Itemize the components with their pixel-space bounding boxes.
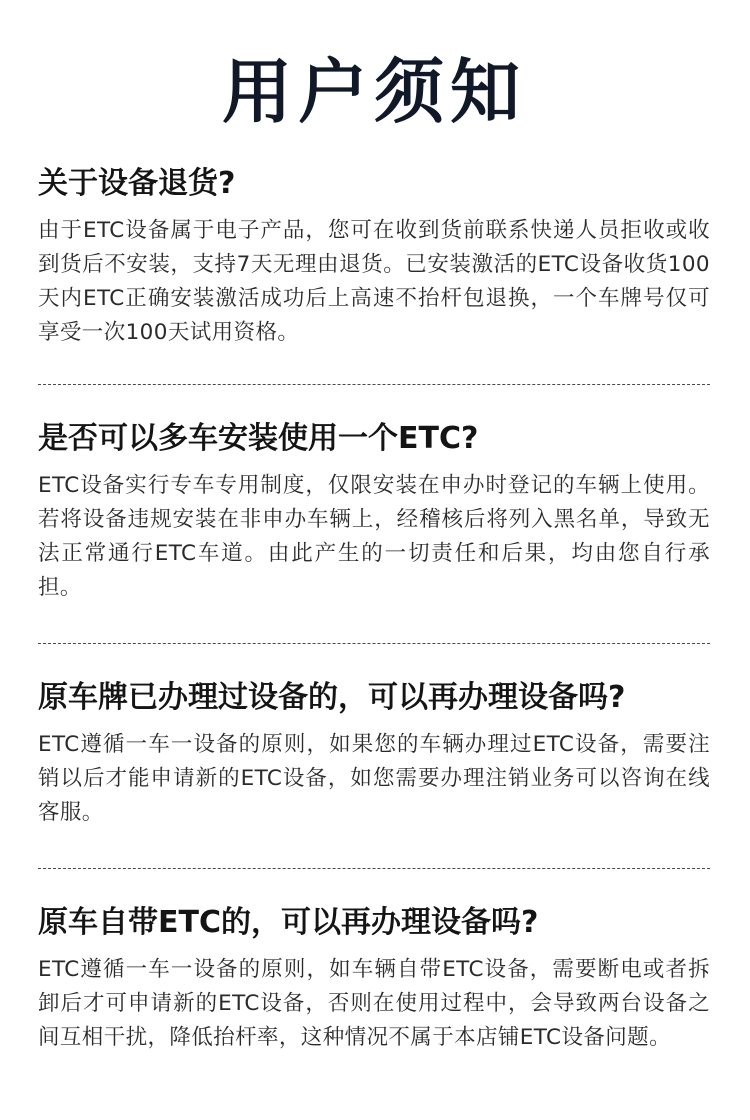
faq-question: 原车牌已办理过设备的，可以再办理设备吗? bbox=[38, 680, 626, 715]
faq-question: 是否可以多车安装使用一个ETC? bbox=[38, 421, 479, 456]
dashed-divider bbox=[38, 643, 710, 644]
faq-answer: ETC遵循一车一设备的原则，如果您的车辆办理过ETC设备，需要注销以后才能申请新的ETC设备，如您需要办理注销业务可以咨询在线客服。 bbox=[38, 732, 710, 825]
dashed-divider bbox=[38, 868, 710, 869]
faq-answer: ETC遵循一车一设备的原则，如车辆自带ETC设备，需要断电或者拆卸后才可申请新的ETC设备，否则在使用过程中，会导致两台设备之间互相干扰，降低抬杆率，这种情况不属于本店铺ETC设备问题。 bbox=[38, 957, 710, 1050]
dashed-divider bbox=[38, 384, 710, 385]
faq-question: 关于设备退货? bbox=[38, 166, 236, 201]
page-title: 用户须知 bbox=[222, 51, 526, 133]
faq-item-built-in-etc bbox=[38, 903, 710, 1093]
faq-answer: 由于ETC设备属于电子产品，您可在收到货前联系快递人员拒收或收到货后不安装，支持7天无理由退货。已安装激活的ETC设备收货100天内ETC正确安装激活成功后上高速不抬杆包退换，一个车牌号仅可享受一次100天试用资格。 bbox=[38, 218, 710, 345]
faq-item-multi-vehicle bbox=[38, 419, 710, 609]
faq-item-existing-plate bbox=[38, 678, 710, 834]
faq-answer: ETC设备实行专车专用制度，仅限安装在申办时登记的车辆上使用。若将设备违规安装在非申办车辆上，经稽核后将列入黑名单，导致无法正常通行ETC车道。由此产生的一切责任和后果，均由您自行承担。 bbox=[38, 473, 710, 600]
faq-question: 原车自带ETC的，可以再办理设备吗? bbox=[38, 905, 539, 940]
faq-list bbox=[38, 164, 710, 1093]
faq-item-return-policy bbox=[38, 164, 710, 354]
